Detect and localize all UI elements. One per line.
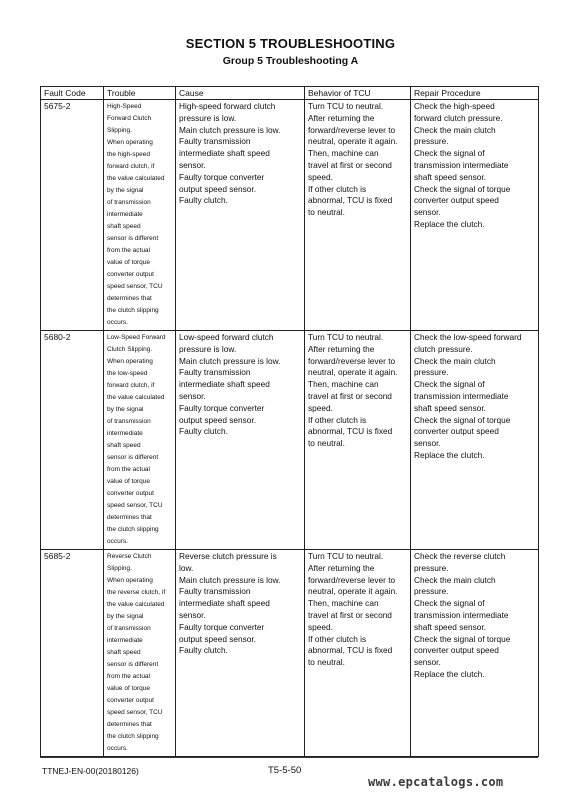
fault-code-cell: 5680-2 xyxy=(41,331,104,550)
table-row xyxy=(41,331,539,550)
repair-cell xyxy=(411,100,539,331)
column-header-fault-code: Fault Code xyxy=(41,87,104,100)
trouble-cell xyxy=(104,331,176,550)
page-number: T5-5-50 xyxy=(268,765,302,776)
repair-text: Check the high-speed forward clutch pressure. Check the main clutch pressure. Check the signal of transmission intermediate shaft speed sensor. Check the signal of torque converter output speed sensor. Replace the clutch. xyxy=(414,101,511,229)
trouble-text: Low-Speed Forward Clutch Slipping. When operating the low-speed forward clutch, if the value calculated by the signal of transmission intermediate shaft speed sensor is different from the actual value of torque converter output speed sensor, TCU determines that the clutch slipping occurs. xyxy=(107,334,166,545)
cause-text: Low-speed forward clutch pressure is low. Main clutch pressure is low. Faulty transmission intermediate shaft speed sensor. Faulty torque converter output speed sensor. Faulty clutch. xyxy=(179,332,281,437)
group-title: Group 5 Troubleshooting A xyxy=(222,55,359,67)
behavior-text: Turn TCU to neutral. After returning the forward/reverse lever to neutral, operate it again. Then, machine can travel at first or second speed. If other clutch is abnormal, TCU is fixed to neutral. xyxy=(308,332,398,449)
fault-code-cell: 5685-2 xyxy=(41,550,104,757)
column-header-trouble: Trouble xyxy=(104,87,176,100)
column-header-cause: Cause xyxy=(176,87,305,100)
cause-text: Reverse clutch pressure is low. Main clutch pressure is low. Faulty transmission intermediate shaft speed sensor. Faulty torque converter output speed sensor. Faulty clutch. xyxy=(179,551,281,656)
behavior-cell xyxy=(305,100,411,331)
fault-code-cell: 5675-2 xyxy=(41,100,104,331)
column-header-behavior: Behavior of TCU xyxy=(305,87,411,100)
repair-cell xyxy=(411,331,539,550)
watermark-url: www.epcatalogs.com xyxy=(368,775,504,789)
cause-cell xyxy=(176,100,305,331)
repair-text: Check the low-speed forward clutch pressure. Check the main clutch pressure. Check the signal of transmission intermediate shaft speed sensor. Check the signal of torque converter output speed sensor. Replace the clutch. xyxy=(414,332,522,460)
behavior-cell xyxy=(305,550,411,757)
troubleshooting-table xyxy=(40,86,539,757)
trouble-cell xyxy=(104,550,176,757)
trouble-text: Reverse Clutch Slipping. When operating the reverse clutch, if the value calculated by the signal of transmission intermediate shaft speed sensor is different from the actual value of torque converter output speed sensor, TCU determines that the clutch slipping occurs. xyxy=(107,553,166,752)
table-row xyxy=(41,100,539,331)
behavior-text: Turn TCU to neutral. After returning the forward/reverse lever to neutral, operate it again. Then, machine can travel at first or second speed. If other clutch is abnormal, TCU is fixed to neutral. xyxy=(308,551,398,668)
table-header-row xyxy=(41,87,539,100)
cause-text: High-speed forward clutch pressure is low. Main clutch pressure is low. Faulty transmission intermediate shaft speed sensor. Faulty torque converter output speed sensor. Faulty clutch. xyxy=(179,101,281,206)
trouble-text: High-Speed Forward Clutch Slipping. When operating the high-speed forward clutch, if the value calculated by the signal of transmission intermediate shaft speed sensor is different from the actual value of torque converter output speed sensor, TCU determines that the clutch slipping occurs. xyxy=(107,103,165,326)
table-row xyxy=(41,550,539,757)
repair-cell xyxy=(411,550,539,757)
trouble-cell xyxy=(104,100,176,331)
cause-cell xyxy=(176,550,305,757)
behavior-cell xyxy=(305,331,411,550)
footer-divider xyxy=(40,757,538,758)
column-header-repair: Repair Procedure xyxy=(411,87,539,100)
repair-text: Check the reverse clutch pressure. Check the main clutch pressure. Check the signal of transmission intermediate shaft speed sensor. Check the signal of torque converter output speed sensor. Replace the clutch. xyxy=(414,551,511,679)
cause-cell xyxy=(176,331,305,550)
behavior-text: Turn TCU to neutral. After returning the forward/reverse lever to neutral, operate it again. Then, machine can travel at first or second speed. If other clutch is abnormal, TCU is fixed to neutral. xyxy=(308,101,398,218)
section-title: SECTION 5 TROUBLESHOOTING xyxy=(185,36,396,51)
document-code: TTNEJ-EN-00(20180126) xyxy=(42,766,139,776)
